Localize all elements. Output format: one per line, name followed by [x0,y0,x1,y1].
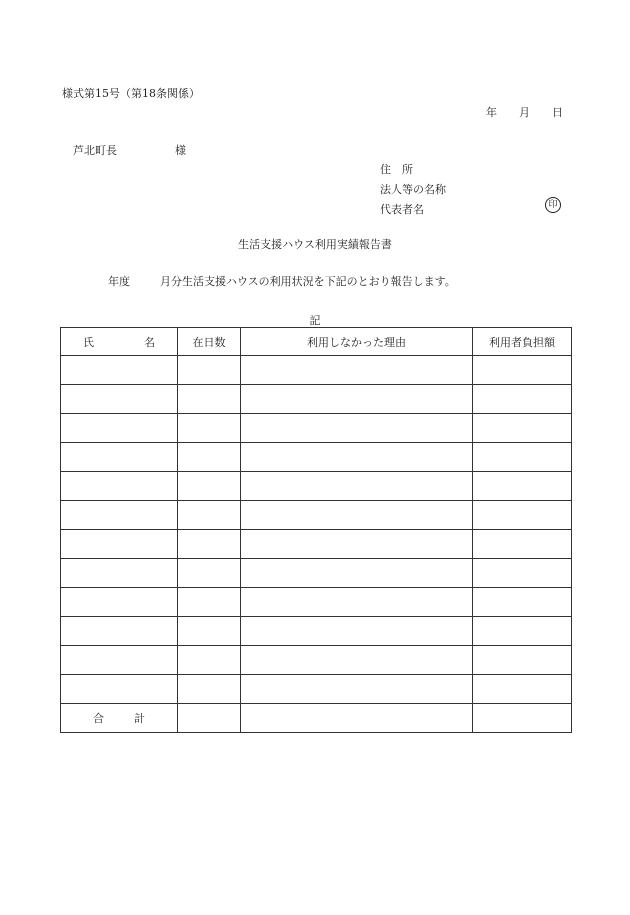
fee-cell[interactable] [473,472,572,501]
name-cell[interactable] [61,675,178,704]
reason-cell[interactable] [241,385,473,414]
table-row [61,559,572,588]
table-row [61,472,572,501]
reason-cell[interactable] [241,356,473,385]
header-reason: 利用しなかった理由 [241,328,473,356]
reason-cell[interactable] [241,646,473,675]
days-cell[interactable] [178,414,241,443]
days-cell[interactable] [178,559,241,588]
table-row [61,588,572,617]
date-day-label: 日 [552,106,563,119]
reason-cell[interactable] [241,530,473,559]
table-row [61,501,572,530]
fee-cell[interactable] [473,588,572,617]
seal-mark: 印 [545,197,561,213]
name-cell[interactable] [61,646,178,675]
total-fee-cell[interactable] [473,704,572,733]
table-row [61,356,572,385]
corporation-label: 法人等の名称 [380,183,446,196]
fee-cell[interactable] [473,414,572,443]
table-row [61,646,572,675]
date-month-label: 月 [519,106,530,119]
days-cell[interactable] [178,675,241,704]
table-row [61,530,572,559]
name-cell[interactable] [61,356,178,385]
days-cell[interactable] [178,443,241,472]
reason-cell[interactable] [241,588,473,617]
date-line [486,104,563,120]
name-cell[interactable] [61,501,178,530]
table-row [61,675,572,704]
days-cell[interactable] [178,588,241,617]
fee-cell[interactable] [473,530,572,559]
name-cell[interactable] [61,472,178,501]
table-header-row [61,328,572,356]
reason-cell[interactable] [241,675,473,704]
name-cell[interactable] [61,385,178,414]
days-cell[interactable] [178,646,241,675]
fee-cell[interactable] [473,356,572,385]
table-row [61,443,572,472]
report-body: 月分生活支援ハウスの利用状況を下記のとおり報告します。 [160,275,456,288]
reason-cell[interactable] [241,617,473,646]
fee-cell[interactable] [473,559,572,588]
fee-cell[interactable] [473,501,572,530]
fee-cell[interactable] [473,675,572,704]
header-name: 氏 名 [61,328,178,356]
date-year-label: 年 [486,106,497,119]
report-sentence [108,273,456,289]
representative-label: 代表者名 [380,203,424,216]
name-cell[interactable] [61,617,178,646]
applicant-block [380,160,446,220]
addressee-honorific: 様 [175,144,186,157]
addressee-name: 芦北町長 [73,144,117,157]
form-number: 様式第15号（第18条関係） [62,87,200,100]
total-row [61,704,572,733]
days-cell[interactable] [178,356,241,385]
document-title: 生活支援ハウス利用実績報告書 [238,238,392,251]
header-fee: 利用者負担額 [473,328,572,356]
days-cell[interactable] [178,530,241,559]
name-cell[interactable] [61,414,178,443]
reason-cell[interactable] [241,414,473,443]
reason-cell[interactable] [241,472,473,501]
total-label: 合 計 [61,704,178,733]
name-cell[interactable] [61,559,178,588]
report-year-label: 年度 [108,275,130,288]
name-cell[interactable] [61,443,178,472]
reason-cell[interactable] [241,559,473,588]
name-cell[interactable] [61,588,178,617]
header-days: 在日数 [178,328,241,356]
table-row [61,385,572,414]
days-cell[interactable] [178,472,241,501]
record-label: 記 [309,314,321,327]
reason-cell[interactable] [241,443,473,472]
total-days-cell[interactable] [178,704,241,733]
fee-cell[interactable] [473,617,572,646]
days-cell[interactable] [178,385,241,414]
days-cell[interactable] [178,501,241,530]
fee-cell[interactable] [473,443,572,472]
total-reason-cell[interactable] [241,704,473,733]
name-cell[interactable] [61,530,178,559]
fee-cell[interactable] [473,385,572,414]
table-row [61,414,572,443]
addressee [73,142,186,158]
table-row [61,617,572,646]
fee-cell[interactable] [473,646,572,675]
days-cell[interactable] [178,617,241,646]
address-label: 住 所 [380,163,413,176]
usage-table [60,327,572,733]
reason-cell[interactable] [241,501,473,530]
